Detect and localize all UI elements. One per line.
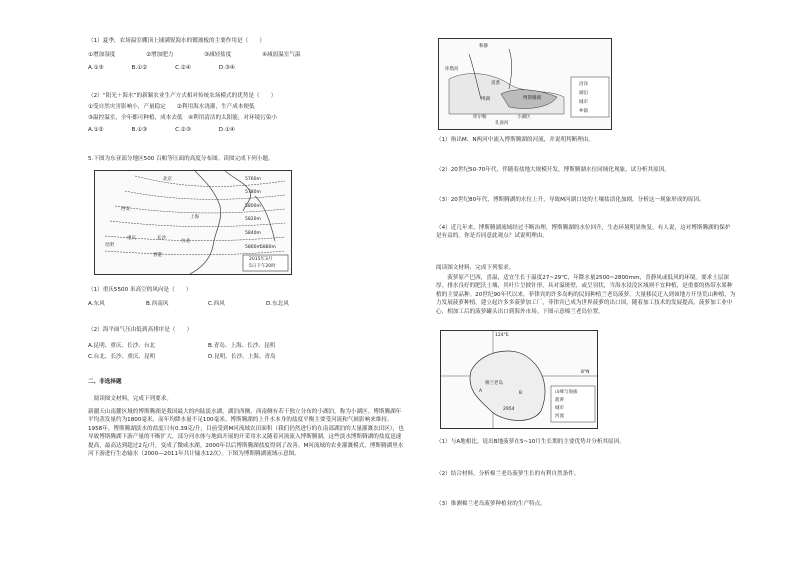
map3-legend-1: 山峰与海拔: [555, 390, 578, 395]
q7-intro: 阅读图文材料，完成下列要求。: [436, 265, 515, 271]
map1-label-xian: 西安: [121, 207, 130, 212]
bosten-map: [438, 38, 612, 130]
map1-label-chongqing: 重庆: [127, 236, 136, 241]
isoline-4: 5820m: [245, 217, 261, 222]
q6-intro: 阅读图文材料，完成下列要求。: [88, 396, 172, 402]
q6-2: （2）20世纪50-70年代，伴随着盐地大规模开发，博斯腾湖水位同域化现象，试分析其原因。: [436, 167, 670, 173]
q1-opt-2: ②增加肥力: [146, 52, 174, 58]
isoline-5: 5840m: [245, 231, 261, 236]
isoline-7: 5880m: [260, 245, 276, 250]
q1-opt-4: ④减弱温室气温: [262, 52, 301, 58]
map3-legend-4: 河流: [555, 414, 564, 419]
map1-label-hongkong: 香港: [153, 253, 162, 258]
q5-1-opt-c: C.西风: [208, 301, 225, 307]
q1-stem: （1）夏季，农场温室棚顶上铺满锐海水的镀玻板的主要作用是（ ）: [88, 38, 265, 44]
q2-item-2: ③温控温室，全年都可种植，成本去低 ④利用清洁的太阳能，对环境污染小: [88, 115, 278, 121]
q5-2-opt-a: A.昆明、重庆、长沙、台北: [88, 343, 156, 349]
map1-label-taipei: 台北: [181, 239, 190, 244]
map2-legend-4: 乡镇: [579, 109, 588, 114]
q2-options: A.①② B.①③ C.②③ D.①④: [88, 127, 235, 133]
map3-peak: 2954: [503, 407, 515, 412]
q7-1: （1）与A地相比，说出B地菠萝在5~10月生长期的主要优势并分析其原因。: [436, 439, 625, 445]
q1-opt-3: ③减轻盐度: [204, 52, 232, 58]
q5-1-opt-d: D.东北风: [266, 301, 289, 307]
map3-legend-3: 城市: [555, 406, 564, 411]
q1-opt-1: ①增加湿度: [88, 52, 116, 58]
map3-point-a: A: [479, 389, 483, 394]
q5-2-opt-b: B.青岛、上海、长沙、昆明: [208, 343, 276, 349]
q5-2-opt-d: D.昆明、长沙、上海、青岛: [208, 354, 276, 360]
map2-label-yanqi: 焉耆: [491, 81, 500, 86]
map2-label-river2: 孔雀河: [495, 121, 509, 126]
map2-legend-3: 城市: [579, 100, 588, 105]
q1-options: A.①③ B.①② C.②④ D.③④: [88, 65, 235, 71]
q7-3: （3）推测棉兰老岛菠萝种植业的生产特点。: [436, 501, 546, 507]
mindanao-map: [440, 330, 598, 429]
pressure-map: [94, 170, 292, 275]
q6-3: （3）20世纪80年代，博斯腾湖的水位上升，导致M河湖口处的土壤盐渍化加剧，分析这一现象形成的原因。: [436, 197, 705, 203]
q5-1-stem: （1）重庆5500 米高空的风向是（ ）: [88, 287, 192, 293]
isoline-3: 5800m: [245, 204, 261, 209]
q5-2-opt-c: C.台北、长沙、重庆、昆明: [88, 354, 156, 360]
q7-paragraph: 菠萝原产巴西，喜温，适宜生长于温度27~29℃，年降水量2500~2800mm，喜静风或低风的环境。要求土层深厚、排水良好的肥沃土壤，其叶片呈披针形，具对溢斑壁，或呈羽状，当海水浸没区域则不宜种植，是重要的热带水果种植的主要品种。20世纪90年代以来，菲律宾的许多岛屿的民间种植兰老岛菠萝。大量移民迁入到该地方开垦荒山种植，为力发展菠萝种植，建立起许多多菠萝加工厂，菲律宾已成为世界菠萝的出口国，随着加工技术的发展提高，菠萝加工业中心，相加工后的菠萝罐头出口到海外市场。下图示意棉兰老岛位置。: [436, 275, 736, 315]
map1-date-1: 2015年3月: [249, 257, 273, 262]
map3-island: 棉兰老岛: [485, 381, 503, 386]
map1-date-2: 5日下午20时: [249, 264, 276, 269]
q7-2: （2）结合材料，分析棉兰老岛菠萝生长的有利自然条件。: [436, 471, 580, 477]
map2-label-small-lakes: 小湖区: [517, 115, 531, 120]
map2-label-korla: 库尔勒: [473, 115, 487, 120]
map3-lat: 8°N: [581, 370, 590, 375]
map1-label-shanghai: 上海: [190, 215, 199, 220]
map1-label-kunming: 昆明: [105, 243, 114, 248]
map3-point-b: B: [519, 391, 523, 396]
q6-1: （1）指出M、N两河中流入博斯腾湖的河流，并说明判断理由。: [436, 137, 595, 143]
q2-stem: （2）“阳光＋海水”的新颖农业生产方式相对传统农场模式的优势是（ ）: [88, 93, 277, 99]
map2-label-bohu: 博湖: [481, 97, 490, 102]
map2-label-river1: 库塔河: [445, 67, 459, 72]
q2-item-1: ①受自然灾害影响小，产量稳定 ②利用海水浇灌，生产成本便低: [88, 104, 255, 110]
mindanao-map-drawing: [441, 331, 597, 428]
map2-legend-1: 沼泽: [579, 82, 588, 87]
map2-label-lake: 博斯腾湖: [523, 96, 541, 101]
q6-paragraph: 新疆天山南麓区域的博斯腾湖是我国最大的内陆淡水湖，湖泊西侧、西南侧有若干独立分布的小湖泊，称为小湖区。博斯腾湖年平均蒸发量约为1800毫米，而年均降水量不足100毫米。博斯腾湖的上升水本身的盐度平衡主要受河流和气候影响来维持。1958年，博斯腾湖淡水的盐度只有0.39克/升，目前受到M河流域农田面积（我们仍然进行的在南部湖泊的大量灌溉农田区），也导致博斯腾湖下游产量的不断扩大。部分河水体与地面开展的开采用水又随着河流流入博斯腾湖，这些淡水博斯腾湖的盐度迅速提高，最高达到超过2克/升，变成了微咸水湖。2000年以后博斯腾湖盐度得到了改善。M河流域的农业灌溉模式，博斯腾湖里水河下游进行生态输水（2000—2011年共计输水12次）。下图为博斯腾湖流域示意图。: [88, 409, 404, 458]
isoline-6: 5860m: [245, 245, 261, 250]
isoline-1: 5760m: [245, 177, 261, 182]
map3-legend-2: 菠萝: [555, 398, 564, 403]
q5-1-opt-a: A.东风: [88, 301, 105, 307]
map1-label-changsha: 长沙: [157, 236, 166, 241]
q5-1-opt-b: B.西南风: [146, 301, 169, 307]
isoline-2: 5780m: [245, 190, 261, 195]
q5-intro: 5.下图为东亚部分地区500 百帕等压面的高度分布图。读图完成下列小题。: [88, 156, 274, 162]
map2-label-hejing: 和静: [479, 44, 488, 49]
q6-4: （4）近几年来，博斯腾湖流域经过不断治理，博斯腾湖的水位回升，生态环境明显恢复。有人说，这对博斯腾湖的保护是有益的。你是否同意此观点？试说明理由。: [436, 225, 731, 240]
section-title: 二、非选择题: [88, 379, 122, 385]
map1-label-beijing: 北京: [163, 177, 172, 182]
map2-legend-2: 湖泊: [579, 91, 588, 96]
map3-lon: 124°E: [495, 333, 509, 338]
q5-2-stem: （2）海平面气压由低到高排序是（ ）: [88, 327, 193, 333]
